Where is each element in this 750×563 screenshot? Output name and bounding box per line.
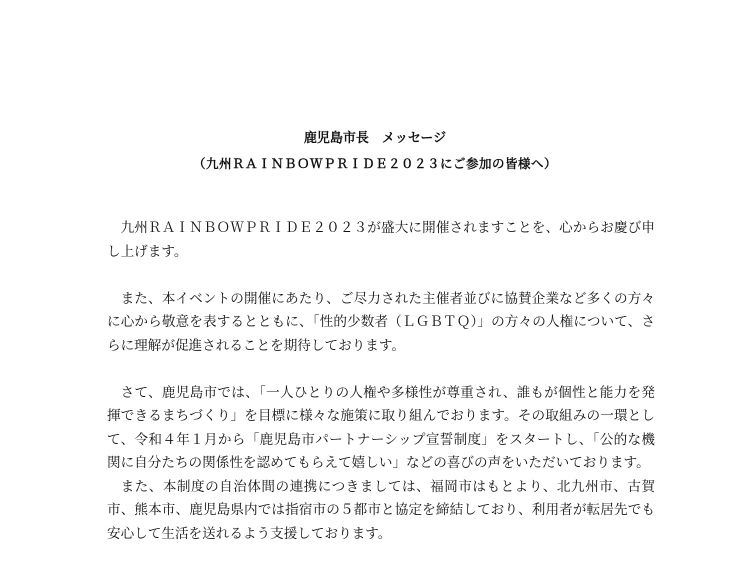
- message-subtitle: （九州ＲＡＩＮＢＯＷＰＲＩＤＥ２０２３にご参加の皆様へ）: [192, 156, 557, 171]
- paragraph-greeting: 九州ＲＡＩＮＢＯＷＰＲＩＤＥ２０２３が盛大に開催されますことを、心からお慶び申し上げます。: [107, 220, 655, 260]
- message-title: 鹿児島市長 メッセージ: [303, 131, 447, 146]
- paragraph-initiatives: さて、鹿児島市では、「一人ひとりの人権や多様性が尊重され、誰もが個性と能力を発揮できるまちづくり」を目標に様々な施策に取り組んでおります。その取組みの一環として、令和４年１月から「鹿児島市パートナーシップ宣誓制度」をスタートし、「公的な機関に自分たちの関係性を認めてもらえて嬉しい」などの喜びの声をいただいております。: [107, 384, 655, 471]
- paragraph-respect: また、本イベントの開催にあたり、ご尽力された主催者並びに協賛企業など多くの方々に心から敬意を表するとともに、「性的少数者（ＬＧＢＴＱ）」の方々の人権について、さらに理解が促進されることを期待しております。: [107, 290, 655, 354]
- message-header: [0, 126, 750, 176]
- message-body: [107, 217, 655, 546]
- paragraph-cooperation: また、本制度の自治体間の連携につきましては、福岡市はもとより、北九州市、古賀市、熊本市、鹿児島県内では指宿市の５都市と協定を締結しており、利用者が転居先でも安心して生活を送れるよう支援しております。: [107, 478, 655, 542]
